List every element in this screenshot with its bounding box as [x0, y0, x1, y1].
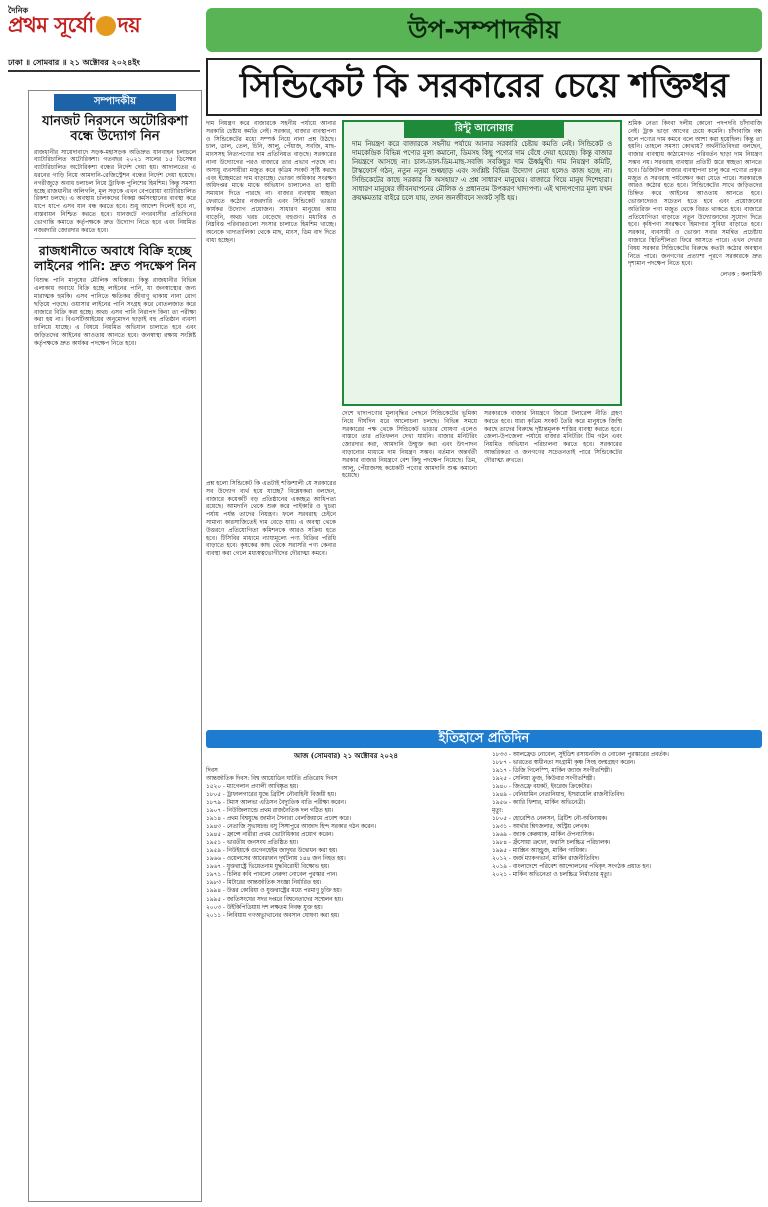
article-highlight-box — [342, 120, 622, 406]
history-item: ১৯৪৯ - বেনিয়ামিন নেতানিয়াহু, ইসরায়েলি রাজনীতিবিদ। — [492, 792, 625, 799]
headline: সিন্ডিকেট কি সরকারের চেয়ে শক্তিধর — [239, 66, 729, 107]
history-item: ১৯৪০ - জিওফ্রে বয়কট, ইংরেজ ক্রিকেটার। — [492, 784, 592, 791]
history-item: ১৯৪৫ - ফ্রান্সে নারীরা প্রথম ভোটাধিকার প্রয়োগ করেন। — [206, 832, 334, 839]
masthead-title-a: প্রথম সূর্যো — [8, 13, 94, 38]
history-item: ১৯১৪ - প্রথম বিশ্বযুদ্ধে জার্মান সৈন্যরা বেলজিয়ামে প্রবেশ করে। — [206, 816, 351, 823]
editorial-body-1: রাজধানীর সায়েদাবাদে সড়ক-মহাসড়ক অতিদ্রুত যানবাহন চলাচলে ব্যাটারিচালিত অটোরিকশা। গতবছর ২০২১ সালের ১৫ ডিসেম্বর ব্যাটারিচালিত অটোরিকশা বন্ধের নির্দেশ দেয়া হয়। আদালতের এ ধরনের গাড়ি নিয়ে আমদানি-রেজিস্ট্রেশন বন্ধের নির্দেশ দেয়া হয়েছে। নগরীজুড়ে অবাধ চলাচল নিয়ে ট্রাফিক পুলিশের হিমশিম। কিন্তু সমস্যা হচ্ছে রাজধানীর অলিগলি, মূল সড়কে এখন বেপরোয়া ব্যাটারিচালিত রিকশা চলছে। এ অবস্থায় চালকদের বিকল্প কর্মসংস্থানের ব্যবস্থা করে ধাপে ধাপে এসব যান বন্ধ করতে হবে। শুধু আদেশ দিলেই হবে না, বাস্তবায়ন নিশ্চিত করতে হবে। যানজটে নগরবাসীর প্রতিদিনের ভোগান্তি কমাতে কর্তৃপক্ষকে দ্রুত উদ্যোগ নিতে হবে এবং নিয়মিত নজরদারি জোরদার করতে হবে। — [34, 148, 196, 234]
history-events-left — [206, 768, 486, 921]
history-item: ১৮০৫ - ট্রাফালগারের যুদ্ধে ব্রিটিশ নৌবাহিনী বিজয়ী হয়। — [206, 792, 336, 799]
history-item: ১৯১৭ - ডিজি গিলেস্পি, মার্কিন জ্যাজ সংগীতশিল্পী। — [492, 768, 612, 775]
history-item: ১৮০৫ - হোরেশিও নেলসন, ব্রিটিশ নৌ-অধিনায়ক। — [492, 816, 608, 823]
article-column-d: সরকারকে বাজার নিয়ন্ত্রণে জিরো টলারেন্স নীতি গ্রহণ করতে হবে। যারা কৃত্রিম সংকট তৈরি করে মানুষকে জিম্মি করছে তাদের বিরুদ্ধে দৃষ্টান্তমূলক শাস্তির ব্যবস্থা করতে হবে। জেলা-উপজেলা পর্যায়ে বাজার মনিটরিং টিম গঠন এবং নিয়মিত অভিযান পরিচালনা করতে হবে। সরকারের আন্তরিকতা ও জনগণের সচেতনতাই পারে সিন্ডিকেটের দৌরাত্ম্য রুখতে। — [484, 410, 622, 464]
history-item: ১৯৫৯ - নিউইয়র্কে গুগেনহেইম জাদুঘর উদ্বোধন করা হয়। — [206, 848, 338, 855]
history-item: ১৯৫১ - ভারতীয় জনসংঘ প্রতিষ্ঠিত হয়। — [206, 840, 299, 847]
history-item: ২০২১ - মার্কিন অভিনেতা ও চলচ্চিত্র নির্মাতার মৃত্যু। — [492, 872, 612, 879]
history-item: ১৯৪৩ - নেতাজি সুভাষচন্দ্র বসু সিঙ্গাপুরে আজাদ হিন্দ সরকার গঠন করেন। — [206, 824, 376, 831]
article-column-e-text: শ্রমিক নেতা কিংবা দলীয় কোনো পদপদবি চাঁদাবাজি নেই। ট্রাক ভাড়া আগের চেয়ে কমেনি। চাঁদাবাজি বন্ধ হলে পণ্যের দাম কমবে বলে আশা করা হয়েছিল। কিন্তু তা হয়নি। তাহলে সমস্যা কোথায়? অর্থনীতিবিদরা বলছেন, বাজার ব্যবস্থায় কাঠামোগত পরিবর্তন ছাড়া দাম নিয়ন্ত্রণ সম্ভব নয়। সরবরাহ ব্যবস্থার প্রতিটি স্তরে স্বচ্ছতা আনতে হবে। ডিজিটাল বাজার ব্যবস্থাপনা চালু করে পণ্যের প্রকৃত মজুত ও সরবরাহ পর্যবেক্ষণ করা যেতে পারে। সরকারকে আরও কঠোর হতে হবে। সিন্ডিকেটের সাথে জড়িতদের চিহ্নিত করে আইনের আওতায় আনতে হবে। ভোক্তাদেরও সচেতন হতে হবে এবং প্রয়োজনের অতিরিক্ত পণ্য মজুত থেকে বিরত থাকতে হবে। বাজারে প্রতিযোগিতা বাড়াতে নতুন উদ্যোক্তাদের সুযোগ দিতে হবে। কৃষিপণ্য সংরক্ষণে হিমাগার সুবিধা বাড়াতে হবে। সরকার, ব্যবসায়ী ও ভোক্তা সবার সমন্বিত প্রচেষ্টায় বাজারে স্থিতিশীলতা ফিরে আসতে পারে। এখন দেখার বিষয় সরকার সিন্ডিকেটের বিরুদ্ধে কতটা কঠোর অবস্থান নিতে পারে। জনগণের প্রত্যাশা পূরণে সরকারকে দ্রুত দৃশ্যমান পদক্ষেপ নিতে হবে। — [628, 120, 762, 268]
history-item: ১৯০৭ - নিউজিল্যান্ডে প্রথম রাজনৈতিক দল গঠিত হয়। — [206, 808, 334, 815]
headline-box — [206, 58, 762, 116]
editorial-body-2: বিশুদ্ধ পানি মানুষের মৌলিক অধিকার। কিন্তু রাজধানীর বিভিন্ন এলাকায় অবাধে বিক্রি হচ্ছে লাইনের পানি, যা জনস্বাস্থ্যের জন্য মারাত্মক হুমকি। এসব পানিতে ক্ষতিকর জীবাণু থাকায় নানা রোগ ছড়িয়ে পড়ছে। ওয়াসার লাইনের পানি সংগ্রহ করে বোতলজাত করে বাজারে বিক্রি করা হচ্ছে। অথচ এসব পানি নিরাপদ কিনা তা পরীক্ষা করা হয় না। বিএসটিআইয়ের অনুমোদন ছাড়াই বহু প্রতিষ্ঠান ব্যবসা চালিয়ে যাচ্ছে। এ বিষয়ে নিয়মিত অভিযান চালাতে হবে এবং জড়িতদের আইনের আওতায় আনতে হবে। জনস্বাস্থ্য রক্ষায় সংশ্লিষ্ট কর্তৃপক্ষকে দ্রুত কার্যকর পদক্ষেপ নিতে হবে। — [34, 277, 196, 347]
history-item: ১৯৮৩ - মিটারের আন্তর্জাতিক সংজ্ঞা নির্ধারিত হয়। — [206, 880, 322, 887]
history-item: ১৯৭১ - চিলির কবি পাবলো নেরুদা নোবেল পুরস্কার পান। — [206, 872, 338, 879]
section-title: উপ-সম্পাদকীয় — [407, 15, 561, 44]
history-item: ১৯৬৬ - ওয়েলসের আবেরফান দুর্ঘটনায় ১৪৪ জন নিহত হয়। — [206, 856, 346, 863]
history-intro: দিবস — [206, 768, 218, 774]
history-item: ১৯৬৭ - যুক্তরাষ্ট্রে ভিয়েতনাম যুদ্ধবিরোধী বিক্ষোভ হয়। — [206, 864, 330, 871]
history-item: ১৯৩১ - আর্থার শ্নিৎজলার, অস্ট্রিয় লেখক। — [492, 824, 590, 831]
history-item: ১৯৫৬ - ক্যারি ফিশার, মার্কিন অভিনেত্রী। — [492, 800, 586, 807]
history-item: ১৮৩৩ - আলফ্রেড নোবেল, সুইডিশ রসায়নবিদ ও নোবেল পুরস্কারের প্রবর্তক। — [492, 752, 669, 758]
history-item: ২০১৯ - বাংলাদেশে পরিবেশ আন্দোলনের পথিকৃৎ সংগঠক প্রয়াত হন। — [492, 864, 651, 871]
history-item: ২০১২ - জর্জ ম্যাকগভার্ন, মার্কিন রাজনীতিবিদ। — [492, 856, 600, 863]
history-item: ১৫২০ - ম্যাগেলান প্রণালী আবিষ্কৃত হয়। — [206, 784, 299, 791]
editorial-title-1: যানজট নিরসনে অটোরিকশা বন্ধে উদ্যোগ নিন — [42, 113, 188, 144]
history-item: ১৯৮৪ - ফ্রঁসোয়া ত্রুফো, ফরাসি চলচ্চিত্র পরিচালক। — [492, 840, 611, 847]
article-column-c: দেশে খাদ্যপণ্যের মূল্যবৃদ্ধির পেছনে সিন্ডিকেটের ভূমিকা নিয়ে দীর্ঘদিন ধরে আলোচনা চলছে। বিভিন্ন সময়ে সরকারের পক্ষ থেকে সিন্ডিকেট ভাঙার ঘোষণা এলেও বাস্তবে তার প্রতিফলন দেখা যায়নি। বাজার মনিটরিং জোরদার করা, আমদানি উন্মুক্ত করা এবং উৎপাদন বাড়ানোর মাধ্যমে দাম নিয়ন্ত্রণ সম্ভব। বর্তমান অন্তর্বর্তী সরকার বাজার নিয়ন্ত্রণে বেশ কিছু পদক্ষেপ নিয়েছে। ডিম, আলু, পেঁয়াজসহ কয়েকটি পণ্যের আমদানি শুল্ক কমানো হয়েছে। — [342, 410, 477, 480]
history-item: ১৮৮৭ - ভারতের স্বাধীনতা সংগ্রামী কৃষ্ণ সিংহ জন্মগ্রহণ করেন। — [492, 760, 636, 767]
author-byline: রিন্টু আনোয়ার — [404, 121, 564, 138]
author-note: লেখক : কলামিস্ট — [720, 271, 762, 279]
dateline: ঢাকা ॥ সোমবার ॥ ২১ অক্টোবর ২০২৪ইং — [8, 58, 200, 72]
history-events-right — [492, 752, 762, 881]
editorial-sidebar — [28, 90, 202, 1202]
history-item: ২০০৩ - উইকিপিডিয়ায় দশ লক্ষতম নিবন্ধ যুক্ত হয়। — [206, 904, 323, 911]
history-date: আজ (সোমবার) ২১ অক্টোবর ২০২৪ — [293, 751, 399, 760]
history-item: ১৮৭৯ - টমাস আলভা এডিসন বৈদ্যুতিক বাতি পরীক্ষা করেন। — [206, 800, 346, 807]
article-column-e — [628, 120, 762, 279]
history-item: ১৯২৫ - সেলিয়া ক্রুজ, কিউবার সংগীতশিল্পী। — [492, 776, 595, 783]
editorial-title-2: রাজধানীতে অবাধে বিক্রি হচ্ছে লাইনের পানি: দ্রুত পদক্ষেপ নিন — [34, 238, 196, 273]
history-item: মৃত্যু: — [492, 808, 504, 815]
history-item: ১৯৯৫ - জাতিসংঘের সদর দপ্তরে বিশ্বনেতাদের সম্মেলন হয়। — [206, 896, 343, 903]
masthead — [8, 6, 200, 56]
history-title: ইতিহাসে প্রতিদিন — [438, 730, 530, 746]
article-column-a: দাম নিয়ন্ত্রণ করে বাজারকে সহনীয় পর্যায়ে আনার সরকারি চেষ্টায় কমতি নেই। সরকার, বাজার ব্যবস্থাপনা ও সিন্ডিকেটের মধ্যে সম্পর্ক নিয়ে নানা প্রশ্ন উঠছে। চাল, ডাল, তেল, চিনি, আলু, পেঁয়াজ, সবজি, মাছ-মাংসসহ নিত্যপণ্যের দাম প্রতিনিয়ত বাড়ছে। সরকারের নানা উদ্যোগের পরও বাজারে তার প্রভাব পড়ছে না। অসাধু ব্যবসায়ীরা মজুত করে কৃত্রিম সংকট সৃষ্টি করছে এবং ইচ্ছেমতো দাম বাড়াচ্ছে। ভোক্তা অধিকার সংরক্ষণ অধিদপ্তর মাঝে মাঝে অভিযান চালালেও তা স্থায়ী সমাধান দিতে পারছে না। বাজার ব্যবস্থায় স্বচ্ছতা ফেরাতে কঠোর নজরদারি এবং সিন্ডিকেট ভাঙার কার্যকর উদ্যোগ প্রয়োজন। সাধারণ মানুষের আয় বাড়েনি, অথচ খরচ বেড়েছে বহুগুণ। মধ্যবিত্ত ও নিম্নবিত্ত পরিবারগুলো সংসার চালাতে হিমশিম খাচ্ছে। অনেকে খাদ্যতালিকা থেকে মাছ, মাংস, ডিম বাদ দিতে বাধ্য হচ্ছেন। — [206, 120, 336, 244]
history-item: ১৯৯৫ - ম্যাক্সিন অ্যান্ড্রুজ, মার্কিন গায়িকা। — [492, 848, 587, 855]
history-item: ১৯৬৯ - জ্যাক কেরুয়াক, মার্কিন ঔপন্যাসিক। — [492, 832, 594, 839]
article-highlight-text: দাম নিয়ন্ত্রণ করে বাজারকে সহনীয় পর্যায়ে আনার সরকারি চেষ্টায় কমতি নেই। সিন্ডিকেট ও দামকেন্দ্রিক বিভিন্ন পণ্যের মূল্য কমানো, ডিমসহ কিছু পণ্যের দাম বেঁধে দেয়া হয়েছে। কিন্তু বাজার নিয়ন্ত্রণে আসছে না। চাল-ডাল-ডিম-মাছ-সবজি সবকিছুর দাম ঊর্ধ্বমুখী। দাম নিয়ন্ত্রণ কমিটি, টাস্কফোর্স গঠন, নতুন নতুন শুল্কছাড় এবং সংশ্লিষ্ট বিভিন্ন উদ্যোগ নেয়া হলেও কাজ হচ্ছে না। সিন্ডিকেটের কাছে সরকার কি অসহায়? এ প্রশ্ন সাধারণ মানুষের। বাজারে গিয়ে মানুষ দিশেহারা। সাধারণ মানুষের জীবনযাপনের মৌলিক ও প্রধানতম উপকরণ খাদ্যপণ্য। এই খাদ্যপণ্যের মূল্য যখন ক্রয়ক্ষমতার বাইরে চলে যায়, তখন জনজীবনে সংকট সৃষ্টি হয়। — [352, 140, 612, 202]
history-item: আন্তর্জাতিক দিবস: বিশ্ব আয়োডিন ঘাটতি প্রতিরোধ দিবস — [206, 776, 338, 783]
masthead-prefix: দৈনিক — [8, 6, 29, 15]
sun-logo-icon — [96, 16, 116, 36]
editorial-label: সম্পাদকীয় — [54, 94, 176, 111]
history-item: ১৯৯৪ - উত্তর কোরিয়া ও যুক্তরাষ্ট্রের মধ্যে পরমাণু চুক্তি হয়। — [206, 888, 342, 895]
history-banner — [206, 730, 762, 748]
masthead-title — [8, 12, 200, 39]
history-item: ২০১১ - লিবিয়ায় গণঅভ্যুত্থানের অবসান ঘোষণা করা হয়। — [206, 912, 340, 919]
masthead-title-b: দয় — [117, 13, 141, 38]
article-column-b: প্রশ্ন হলো সিন্ডিকেট কি এতটাই শক্তিশালী যে সরকারের সব উদ্যোগ ব্যর্থ হয়ে যাচ্ছে? বিশ্লেষকরা বলছেন, বাজারে কয়েকটি বড় প্রতিষ্ঠানের একচ্ছত্র আধিপত্য রয়েছে। আমদানি থেকে শুরু করে পাইকারি ও খুচরা পর্যায় পর্যন্ত তাদের নিয়ন্ত্রণ। ফলে সরবরাহ চেইনে সামান্য কারসাজিতেই দাম বেড়ে যায়। এ অবস্থা থেকে উত্তরণে প্রতিযোগিতা কমিশনকে আরও সক্রিয় হতে হবে। টিসিবির মাধ্যমে ন্যায্যমূল্যে পণ্য বিক্রির পরিধি বাড়াতে হবে। কৃষকের কাছ থেকে সরাসরি পণ্য কেনার ব্যবস্থা করা গেলে মধ্যস্বত্বভোগীদের দৌরাত্ম্য কমবে। — [206, 480, 336, 558]
section-banner — [206, 8, 762, 52]
